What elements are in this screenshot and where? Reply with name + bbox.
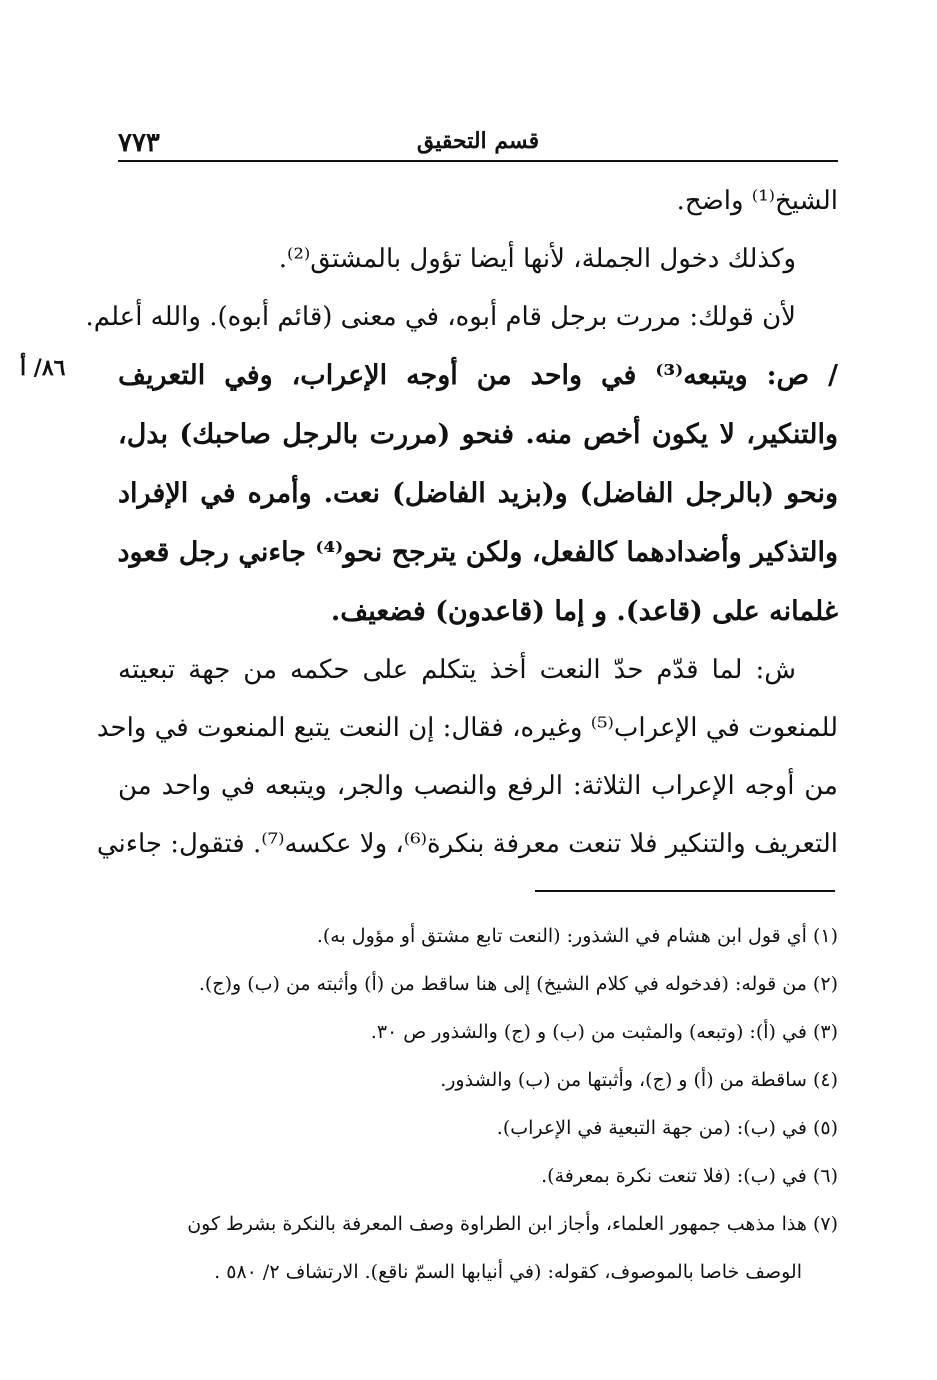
header-rule [118,160,838,162]
text-line: ونحو (بالرجل الفاضل) و(بزيد الفاضل) نعت. وأمره في الإفراد [118,478,838,509]
margin-folio-note: ٨٦/ أ [20,355,66,381]
text-line: التعريف والتنكير فلا تنعت معرفة بنكرة⁽⁶⁾، ولا عكسه⁽⁷⁾. فتقول: جاءني [96,829,838,859]
text-line: / ص: ويتبعه⁽³⁾ في واحد من أوجه الإعراب، وفي التعريف [118,360,838,391]
footnotes [118,912,838,1296]
footnote: (٢) من قوله: (فدخوله في كلام الشيخ) إلى هنا ساقط من (أ) وأثبته من (ب) و(ج). [198,973,838,995]
text-line: والتذكير وأضدادهما كالفعل، ولكن يترجح نحو⁽⁴⁾ جاءني رجل قعود [117,537,838,568]
page-number: ٧٧٣ [118,128,160,158]
footnote: (٥) في (ب): (من جهة التبعية في الإعراب). [496,1117,838,1139]
footnote-continuation: الوصف خاصا بالموصوف، كقوله: (في أنيابها السمّ ناقع). الارتشاف ٢/ ٥٨٠ . [214,1261,802,1283]
text-line: من أوجه الإعراب الثلاثة: الرفع والنصب والجر، ويتبعه في واحد من [118,771,838,801]
text-line: للمنعوت في الإعراب⁽⁵⁾ وغيره، فقال: إن النعت يتبع المنعوت في واحد [96,713,838,743]
footnote: (٣) في (أ): (وتبعه) والمثبت من (ب) و (ج) والشذور ص ٣٠. [370,1021,838,1043]
running-title: قسم التحقيق [416,128,540,154]
text-line: وكذلك دخول الجملة، لأنها أيضا تؤول بالمشتق⁽²⁾. [278,244,796,274]
footnote: (٦) في (ب): (فلا تنعت نكرة بمعرفة). [541,1165,838,1187]
footnote: (٧) هذا مذهب جمهور العلماء، وأجاز ابن الطراوة وصف المعرفة بالنكرة بشرط كون [187,1213,838,1235]
footnote: (٤) ساقطة من (أ) و (ج)، وأثبتها من (ب) والشذور. [440,1069,838,1091]
page-header [118,128,838,160]
footnote-rule [535,890,835,892]
text-line: لأن قولك: مررت برجل قام أبوه، في معنى (قائم أبوه). والله أعلم. [85,302,796,332]
footnote: (١) أي قول ابن هشام في الشذور: (النعت تابع مشتق أو مؤول به). [316,925,838,947]
text-line: والتنكير، لا يكون أخص منه. فنحو (مررت بالرجل صاحبك) بدل، [118,419,838,450]
text-line: غلمانه على (قاعد). و إما (قاعدون) فضعيف. [330,596,838,627]
main-text [85,172,838,873]
text-line: ش: لما قدّم حدّ النعت أخذ يتكلم على حكمه من جهة تبعيته [118,655,796,685]
text-line: الشيخ⁽¹⁾ واضح. [676,186,838,216]
